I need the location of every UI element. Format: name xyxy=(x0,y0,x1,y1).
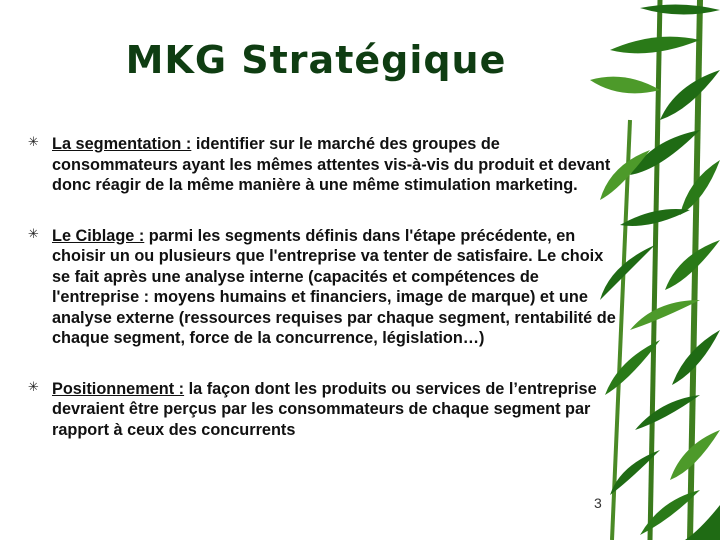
bullet-list xyxy=(28,134,618,440)
bullet-text xyxy=(52,379,618,441)
asterisk-bullet-icon: ✳ xyxy=(28,379,39,395)
bullet-term: Le Ciblage : xyxy=(52,226,145,245)
bullet-description: parmi les segments définis dans l'étape précédente, en choisir un ou plusieurs que l'entreprise va tenter de satisfaire. Le choix se fait après une analyse interne (capacités et compétences de l'entreprise : moyens humains et financiers, image de marque) et une analyse externe (ressources requises par chaque segment, rentabilité de chaque segment, force de la concurrence, législation…) xyxy=(52,226,616,347)
bullet-term: La segmentation : xyxy=(52,135,192,153)
asterisk-bullet-icon: ✳ xyxy=(28,135,39,150)
slide-title: MKG Stratégique xyxy=(125,38,507,82)
bullet-item-positionnement xyxy=(28,379,618,441)
bullet-term: Positionnement : xyxy=(52,379,185,398)
asterisk-bullet-icon: ✳ xyxy=(28,226,39,242)
bullet-description: identifier sur le marché des groupes de consommateurs ayant les mêmes attentes vis-à-vis du produit et devant donc réagir de la même manière à une même stimulation marketing. xyxy=(52,135,611,194)
bullet-item-ciblage xyxy=(28,226,618,349)
bullet-text xyxy=(52,134,618,196)
bullet-text xyxy=(52,226,618,349)
page-number: 3 xyxy=(594,495,602,511)
bullet-item-segmentation xyxy=(28,134,618,196)
bullet-description: la façon dont les produits ou services de l’entreprise devraient être perçus par les consommateurs de chaque segment par rapport à ceux des concurrents xyxy=(52,379,597,439)
